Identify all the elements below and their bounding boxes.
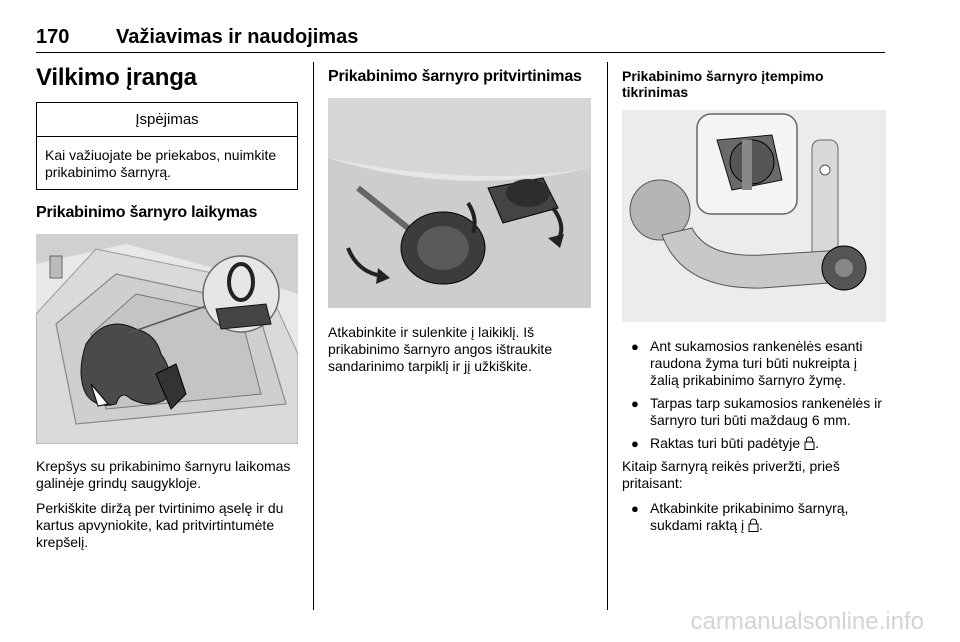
- page-number: 170: [36, 26, 70, 48]
- column-divider-2: [607, 62, 608, 610]
- subheading-storage: Prikabinimo šarnyro laikymas: [36, 204, 258, 221]
- column-2: [328, 62, 591, 383]
- tension-check-list: [622, 338, 886, 452]
- socket-fitting-illustration: [328, 98, 591, 308]
- warning-text: Kai važiuojate be priekabos, nuimkite prikabinimo šarnyrą.: [45, 147, 277, 180]
- list-item: ● Raktas turi būti padėtyje .: [631, 435, 819, 451]
- bullet-dot: ●: [631, 396, 639, 411]
- list-item: ● Ant sukamosios rankenėlės esanti raudona žyma turi būti nukreipta į žalią prikabinimo šarnyro žymę.: [631, 338, 863, 388]
- bullet-dot: ●: [631, 501, 639, 516]
- section-heading: Vilkimo įranga: [36, 64, 197, 91]
- header-rule: [36, 52, 885, 53]
- watermark: carmanualsonline.info: [690, 608, 924, 635]
- padlock-icon: [804, 436, 815, 450]
- bullet-dot: ●: [631, 339, 639, 354]
- bullet-dot: ●: [631, 436, 639, 451]
- list-item: ● Tarpas tarp sukamosios rankenėlės ir šarnyro turi būti maždaug 6 mm.: [631, 395, 882, 428]
- subheading-fitting: Prikabinimo šarnyro pritvirtinimas: [328, 68, 582, 85]
- padlock-icon: [748, 518, 759, 532]
- list-item: ● Atkabinkite prikabinimo šarnyrą, sukdami raktą į .: [631, 500, 849, 533]
- subheading-tension-check: Prikabinimo šarnyro įtempimo tikrinimas: [622, 68, 824, 100]
- warning-title: Įspėjimas: [37, 103, 297, 137]
- warning-box: [36, 102, 298, 190]
- column-divider-1: [313, 62, 314, 610]
- tension-fix-list: [622, 500, 886, 534]
- storage-paragraph-2: Perkiškite diržą per tvirtinimo ąselę ir du kartus apvyniokite, kad pritvirtintumėte krepšelį.: [36, 500, 284, 550]
- storage-paragraph-1: Krepšys su prikabinimo šarnyru laikomas galinėje grindų saugykloje.: [36, 458, 291, 491]
- trunk-storage-illustration: [36, 234, 298, 444]
- column-1: [36, 62, 298, 559]
- page-header: [36, 22, 885, 52]
- tension-paragraph: Kitaip šarnyrą reikės priveržti, prieš pritaisant:: [622, 458, 840, 491]
- column-3: [622, 62, 886, 540]
- fitting-paragraph-1: Atkabinkite ir sulenkite į laikiklį. Iš prikabinimo šarnyro angos ištraukite sandarinimo tarpiklį ir jį užkiškite.: [328, 324, 553, 374]
- tow-ball-illustration: [622, 110, 886, 322]
- chapter-title: Važiavimas ir naudojimas: [116, 26, 359, 48]
